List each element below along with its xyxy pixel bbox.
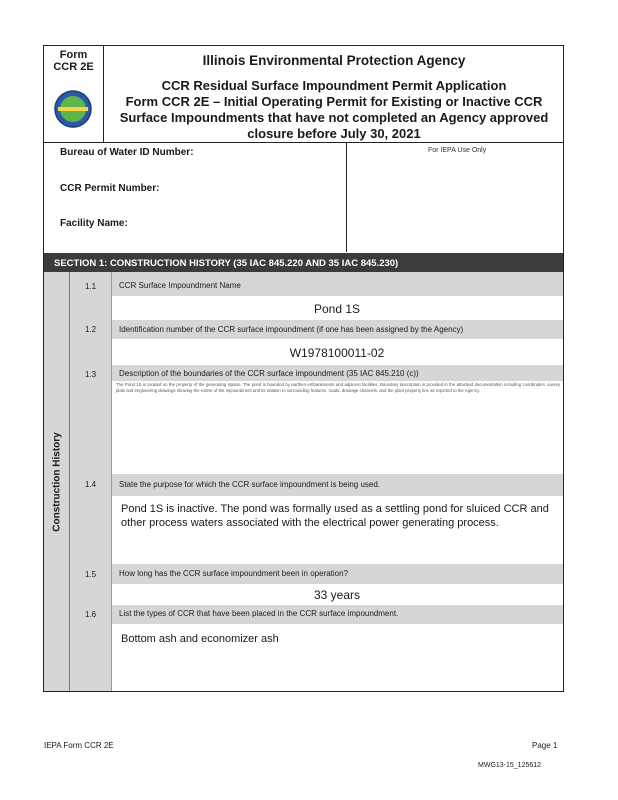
side-label-text: Construction History [51, 431, 63, 532]
document-code: MWG13-15_125612 [478, 762, 542, 769]
item-question: List the types of CCR that have been placed in the CCR surface impoundment. [111, 605, 563, 624]
item-question: How long has the CCR surface impoundment been in operation? [111, 564, 563, 584]
form-title-line3: Surface Impoundments that have not completed an Agency approved [119, 110, 549, 125]
facility-name-label: Facility Name: [60, 218, 128, 229]
item-answer: Pond 1S [111, 296, 563, 320]
permit-number-label: CCR Permit Number: [60, 183, 160, 194]
footer-form-name: IEPA Form CCR 2E [44, 741, 114, 750]
form-label-line1: Form [59, 49, 88, 61]
item-answer: Bottom ash and economizer ash [111, 624, 563, 691]
item-answer: The Pond 1S is located on the property of the generating station. The pond is bounded by earthen embankments and adjacent facilities. Boundary description is provided in the attached documentation including coordinates, survey plats and engineering drawings showing the extent of the impoundment and its relation to surrounding features, roads, drainage channels, and the plant property line as reported to the Agency. [116, 382, 560, 393]
item-number: 1.6 [70, 605, 111, 691]
section-title: SECTION 1: CONSTRUCTION HISTORY (35 IAC 845.220 AND 35 IAC 845.230) [44, 253, 563, 272]
item-number: 1.5 [70, 564, 111, 605]
item-number: 1.3 [70, 365, 111, 474]
side-label [44, 272, 70, 691]
form-title-line1: CCR Residual Surface Impoundment Permit Application [161, 78, 507, 93]
column-divider [111, 272, 112, 691]
form-label-line2: CCR 2E [53, 61, 94, 73]
agency-title: Illinois Environmental Protection Agency [202, 53, 466, 68]
iepa-use-label: For IEPA Use Only [428, 147, 487, 154]
item-answer: Pond 1S is inactive. The pond was formally used as a settling pond for sluiced CCR and other process waters associated with the electrical power generating process. [111, 496, 563, 564]
item-answer: W1978100011-02 [111, 339, 563, 365]
item-answer: 33 years [111, 584, 563, 605]
id-divider [346, 143, 347, 252]
water-id-label: Bureau of Water ID Number: [60, 147, 194, 158]
item-question: Identification number of the CCR surface impoundment (if one has been assigned by the Agency) [111, 320, 563, 339]
item-number: 1.1 [70, 272, 111, 320]
item-question: Description of the boundaries of the CCR surface impoundment (35 IAC 845.210 (c)) [111, 365, 563, 381]
item-question: CCR Surface Impoundment Name [111, 272, 563, 296]
form-title-line4: closure before July 30, 2021 [247, 126, 421, 141]
iepa-seal-icon [54, 90, 92, 128]
form-title [105, 78, 563, 142]
form-title-line2: Form CCR 2E – Initial Operating Permit for Existing or Inactive CCR [125, 94, 543, 109]
page-number: Page 1 [532, 741, 558, 750]
header-divider [44, 142, 563, 143]
item-number: 1.4 [70, 474, 111, 564]
item-question: State the purpose for which the CCR surface impoundment is being used. [111, 474, 563, 496]
item-number: 1.2 [70, 320, 111, 365]
